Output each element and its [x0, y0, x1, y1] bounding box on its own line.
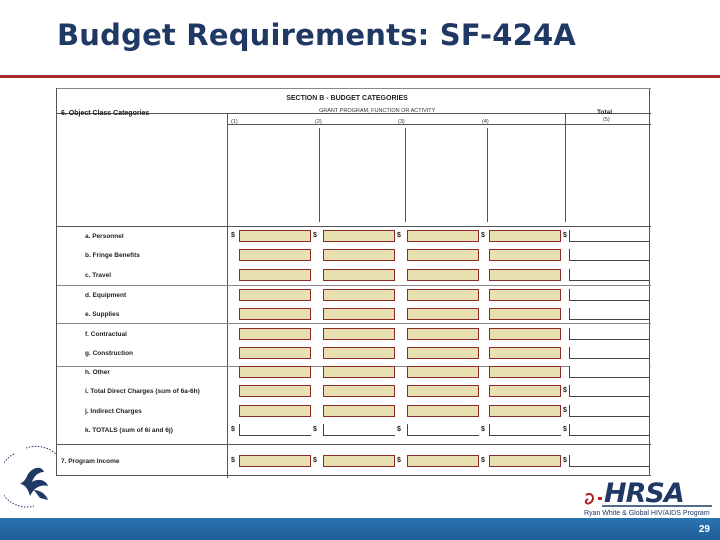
budget-total-field[interactable]: [569, 328, 649, 340]
budget-amount-field[interactable]: [239, 328, 311, 340]
budget-amount-field[interactable]: [239, 347, 311, 359]
currency-symbol: $: [397, 426, 401, 433]
budget-amount-field[interactable]: [323, 347, 395, 359]
budget-amount-field[interactable]: [323, 308, 395, 320]
currency-symbol: $: [231, 457, 235, 464]
budget-amount-field[interactable]: [489, 347, 561, 359]
section-title: SECTION B - BUDGET CATEGORIES: [286, 95, 408, 102]
budget-row-label: h. Other: [85, 369, 110, 376]
budget-total-field[interactable]: [569, 385, 649, 397]
budget-amount-field[interactable]: [489, 249, 561, 261]
currency-symbol: $: [563, 387, 567, 394]
column-number: (2): [315, 119, 322, 125]
hrsa-tagline: Ryan White & Global HIV/AIDS Program: [584, 510, 710, 517]
currency-symbol: $: [563, 457, 567, 464]
budget-amount-field[interactable]: [407, 455, 479, 467]
title-divider: [0, 75, 720, 78]
currency-symbol: $: [231, 426, 235, 433]
budget-amount-field[interactable]: [323, 328, 395, 340]
budget-amount-field[interactable]: [407, 249, 479, 261]
budget-amount-field[interactable]: [489, 424, 561, 436]
currency-symbol: $: [563, 426, 567, 433]
budget-amount-field[interactable]: [239, 269, 311, 281]
budget-total-field[interactable]: [569, 455, 649, 467]
budget-amount-field[interactable]: [407, 405, 479, 417]
sf424a-section-b: [56, 88, 650, 476]
budget-amount-field[interactable]: [407, 289, 479, 301]
budget-row-label: f. Contractual: [85, 331, 127, 338]
budget-amount-field[interactable]: [239, 455, 311, 467]
budget-row-label: 7. Program Income: [61, 458, 120, 465]
currency-symbol: $: [563, 407, 567, 414]
budget-amount-field[interactable]: [323, 455, 395, 467]
budget-amount-field[interactable]: [239, 289, 311, 301]
budget-amount-field[interactable]: [489, 269, 561, 281]
hrsa-logo: [582, 478, 718, 520]
currency-symbol: $: [563, 232, 567, 239]
hhs-seal-logo: [4, 444, 64, 516]
budget-total-field[interactable]: [569, 269, 649, 281]
total-column-number: (5): [603, 117, 610, 123]
budget-amount-field[interactable]: [489, 366, 561, 378]
budget-total-field[interactable]: [569, 308, 649, 320]
currency-symbol: $: [481, 426, 485, 433]
budget-amount-field[interactable]: [323, 424, 395, 436]
budget-amount-field[interactable]: [239, 249, 311, 261]
budget-amount-field[interactable]: [407, 328, 479, 340]
currency-symbol: $: [231, 232, 235, 239]
budget-amount-field[interactable]: [489, 455, 561, 467]
budget-amount-field[interactable]: [407, 308, 479, 320]
budget-amount-field[interactable]: [239, 230, 311, 242]
budget-amount-field[interactable]: [407, 269, 479, 281]
budget-total-field[interactable]: [569, 424, 649, 436]
budget-row-label: b. Fringe Benefits: [85, 252, 140, 259]
currency-symbol: $: [313, 457, 317, 464]
budget-total-field[interactable]: [569, 405, 649, 417]
budget-total-field[interactable]: [569, 289, 649, 301]
budget-row-label: e. Supplies: [85, 311, 120, 318]
object-class-label: 6. Object Class Categories: [61, 110, 150, 117]
budget-row-label: d. Equipment: [85, 292, 127, 299]
currency-symbol: $: [313, 232, 317, 239]
currency-symbol: $: [481, 457, 485, 464]
budget-row-label: c. Travel: [85, 272, 112, 279]
currency-symbol: $: [397, 232, 401, 239]
budget-amount-field[interactable]: [407, 424, 479, 436]
budget-amount-field[interactable]: [489, 328, 561, 340]
currency-symbol: $: [313, 426, 317, 433]
currency-symbol: $: [397, 457, 401, 464]
budget-total-field[interactable]: [569, 249, 649, 261]
currency-symbol: $: [481, 232, 485, 239]
budget-row-label: i. Total Direct Charges (sum of 6a-6h): [85, 388, 200, 395]
budget-row-label: a. Personnel: [85, 233, 124, 240]
hrsa-wordmark: HRSA: [604, 478, 684, 509]
budget-amount-field[interactable]: [407, 230, 479, 242]
page-number: 29: [698, 524, 710, 535]
budget-amount-field[interactable]: [323, 405, 395, 417]
budget-total-field[interactable]: [569, 347, 649, 359]
budget-amount-field[interactable]: [489, 385, 561, 397]
budget-amount-field[interactable]: [239, 424, 311, 436]
budget-row-label: k. TOTALS (sum of 6i and 6j): [85, 427, 173, 434]
budget-amount-field[interactable]: [489, 405, 561, 417]
budget-amount-field[interactable]: [489, 289, 561, 301]
budget-row-label: j. Indirect Charges: [85, 408, 142, 415]
budget-amount-field[interactable]: [407, 347, 479, 359]
budget-amount-field[interactable]: [239, 385, 311, 397]
budget-amount-field[interactable]: [323, 230, 395, 242]
budget-row-label: g. Construction: [85, 350, 134, 357]
budget-amount-field[interactable]: [323, 385, 395, 397]
column-number: (4): [482, 119, 489, 125]
total-column-label: Total: [597, 109, 613, 116]
budget-amount-field[interactable]: [489, 308, 561, 320]
budget-amount-field[interactable]: [407, 385, 479, 397]
budget-amount-field[interactable]: [407, 366, 479, 378]
budget-amount-field[interactable]: [489, 230, 561, 242]
budget-amount-field[interactable]: [323, 289, 395, 301]
section-subtitle: GRANT PROGRAM, FUNCTION OR ACTIVITY: [319, 108, 436, 114]
budget-total-field[interactable]: [569, 366, 649, 378]
budget-total-field[interactable]: [569, 230, 649, 242]
budget-amount-field[interactable]: [239, 308, 311, 320]
budget-amount-field[interactable]: [323, 269, 395, 281]
budget-amount-field[interactable]: [323, 366, 395, 378]
column-number: (3): [398, 119, 405, 125]
column-number: (1): [231, 119, 238, 125]
budget-amount-field[interactable]: [239, 366, 311, 378]
footer-band: [0, 518, 720, 540]
budget-amount-field[interactable]: [239, 405, 311, 417]
budget-amount-field[interactable]: [323, 249, 395, 261]
slide-title: Budget Requirements: SF-424A: [57, 18, 576, 52]
